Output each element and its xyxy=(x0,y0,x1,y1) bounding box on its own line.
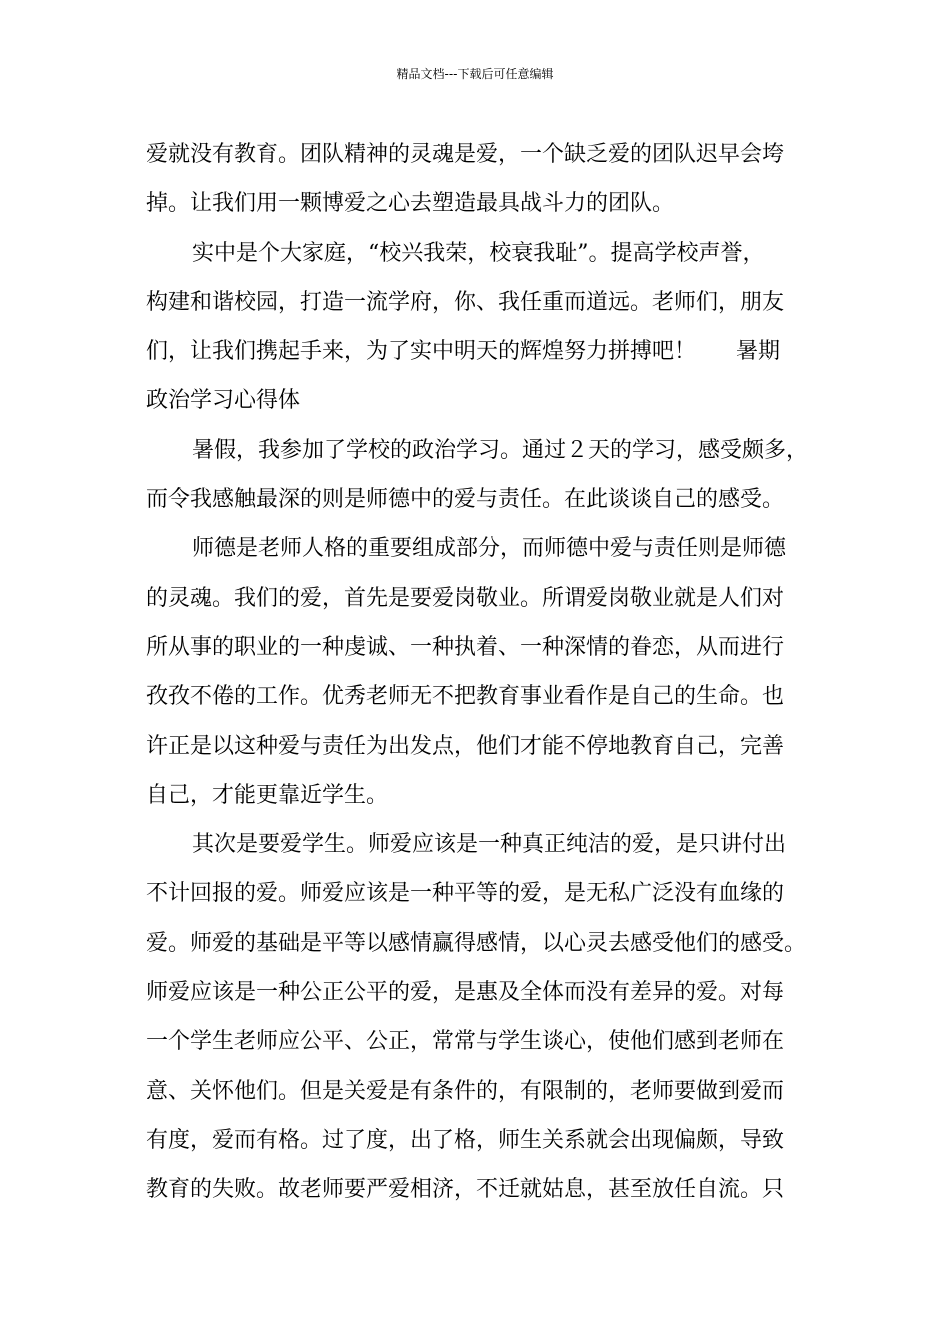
text-line: 暑假，我参加了学校的政治学习。通过２天的学习，感受颇多， xyxy=(192,437,809,463)
text-line: 师爱应该是一种公正公平的爱，是惠及全体而没有差异的爱。对每 xyxy=(146,980,785,1006)
text-line-segment: 们，让我们携起手来，为了实中明天的辉煌努力拼搏吧！ xyxy=(146,339,697,365)
text-line: 教育的失败。故老师要严爱相济，不迁就姑息，甚至放任自流。只 xyxy=(146,1177,785,1203)
text-line: 掉。让我们用一颗博爱之心去塑造最具战斗力的团队。 xyxy=(146,191,675,217)
text-line: 其次是要爱学生。师爱应该是一种真正纯洁的爱，是只讲付出 xyxy=(192,832,787,858)
text-line xyxy=(146,327,816,376)
text-line: 而令我感触最深的则是师德中的爱与责任。在此谈谈自己的感受。 xyxy=(146,487,785,513)
text-line: 爱就没有教育。团队精神的灵魂是爱，一个缺乏爱的团队迟早会垮 xyxy=(146,142,785,167)
text-line: 构建和谐校园，打造一流学府，你、我任重而道远。老师们，朋友 xyxy=(146,289,785,315)
text-line: 有度，爱而有格。过了度，出了格，师生关系就会出现偏颇，导致 xyxy=(146,1127,785,1153)
text-line: 爱。师爱的基础是平等以感情赢得感情，以心灵去感受他们的感受。 xyxy=(146,930,807,956)
text-line: 一个学生老师应公平、公正，常常与学生谈心，使他们感到老师在 xyxy=(146,1029,785,1055)
page-header: 精品文档---下载后可任意编辑 xyxy=(396,67,554,81)
text-line: 自己，才能更靠近学生。 xyxy=(146,782,389,808)
section-title-start: 暑期 xyxy=(736,339,781,365)
text-line: 许正是以这种爱与责任为出发点，他们才能不停地教育自己，完善 xyxy=(146,733,785,759)
text-line: 实中是个大家庭，“校兴我荣，校衰我耻”。提高学校声誉， xyxy=(192,240,765,266)
text-line: 意、关怀他们。但是关爱是有条件的，有限制的，老师要做到爱而 xyxy=(146,1078,785,1104)
section-title-end: 政治学习心得体 xyxy=(146,388,301,414)
document-body xyxy=(146,130,816,1215)
text-line: 的灵魂。我们的爱，首先是要爱岗敬业。所谓爱岗敬业就是人们对 xyxy=(146,585,785,611)
text-line: 孜孜不倦的工作。优秀老师无不把教育事业看作是自己的生命。也 xyxy=(146,684,785,710)
text-line: 不计回报的爱。师爱应该是一种平等的爱，是无私广泛没有血缘的 xyxy=(146,881,785,907)
text-line: 师德是老师人格的重要组成部分，而师德中爱与责任则是师德 xyxy=(192,536,787,562)
text-line: 所从事的职业的一种虔诚、一种执着、一种深情的眷恋，从而进行 xyxy=(146,634,785,660)
